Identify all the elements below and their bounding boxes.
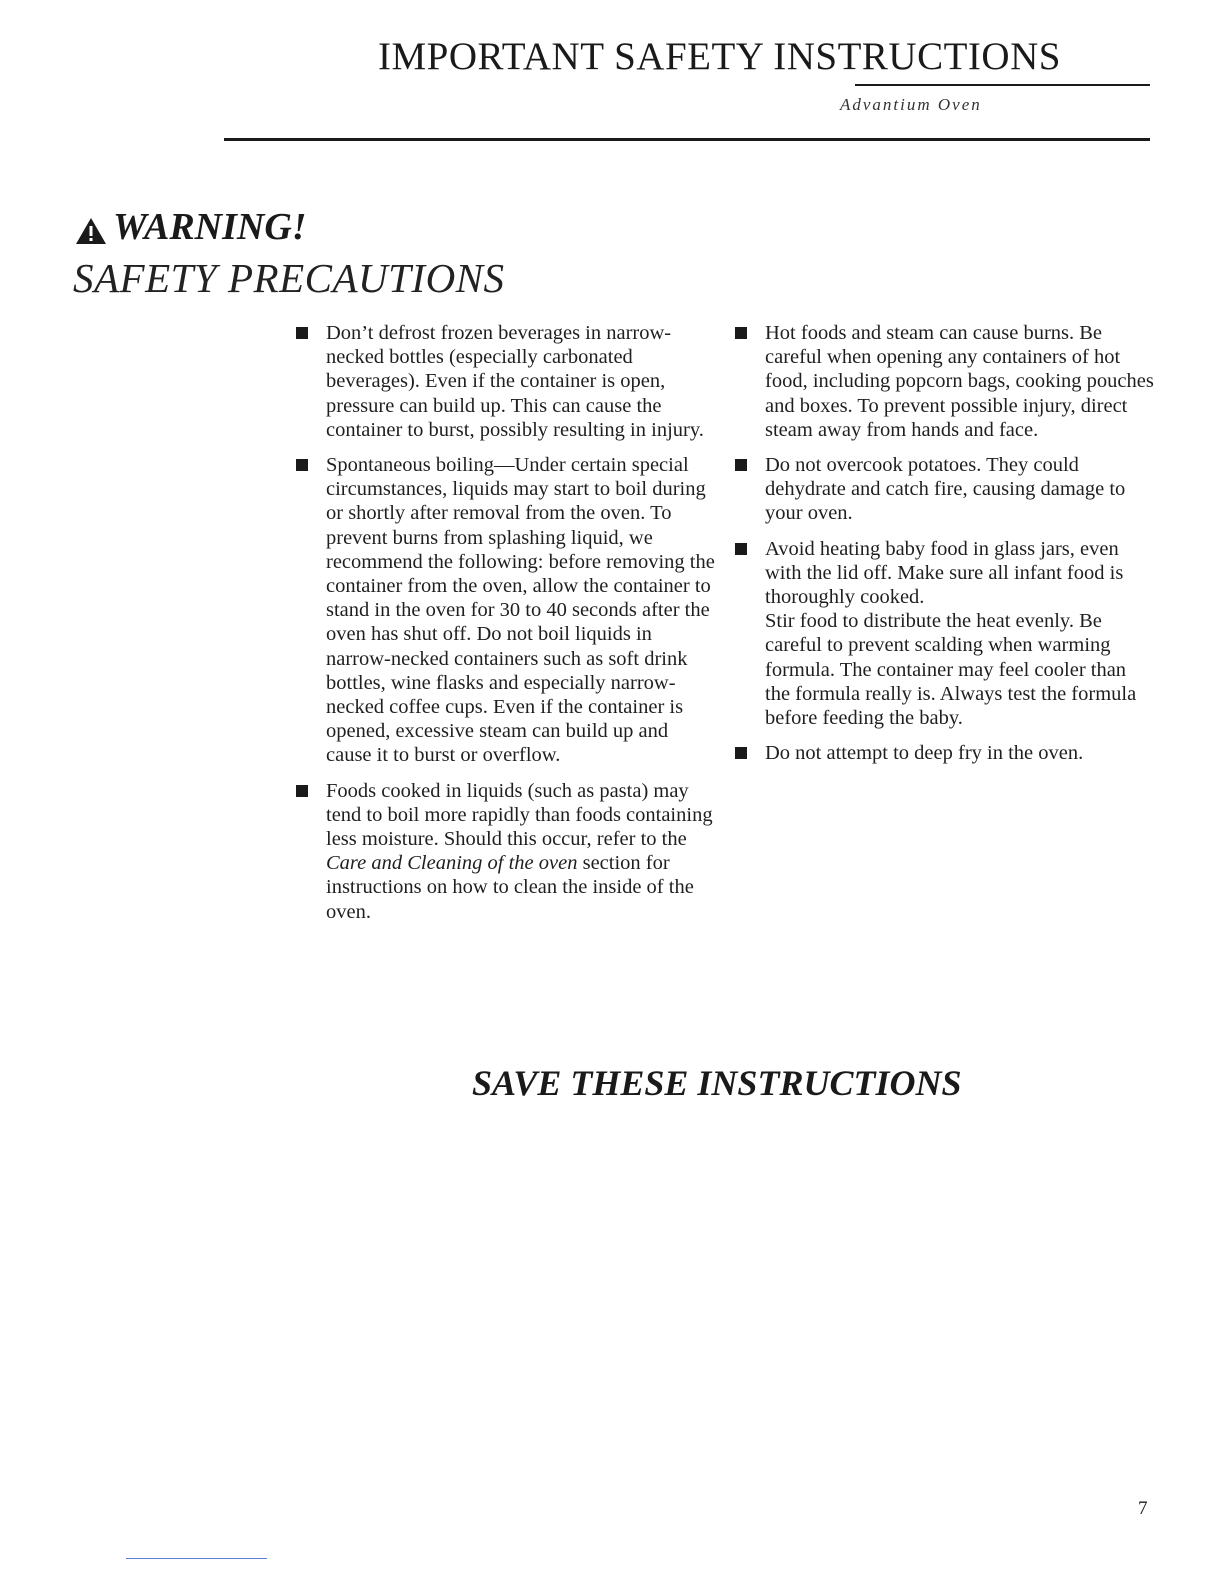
save-instructions-heading: SAVE THESE INSTRUCTIONS [472, 1063, 962, 1103]
bullet-square-icon [735, 543, 747, 555]
left-precautions-list [296, 321, 716, 935]
product-subtitle: Advantium Oven [840, 95, 982, 114]
warning-heading [75, 205, 307, 249]
right-precautions-list [735, 321, 1155, 776]
list-item [296, 453, 716, 768]
footer-link-underline [126, 1558, 267, 1559]
list-item-text: Avoid heating baby food in glass jars, even with the lid off. Make sure all infant food is thoroughly cooked. Stir food to distribute the heat evenly. Be careful to prevent scalding when warming formula. The container may feel cooler than the formula really is. Always test the formula before feeding the baby. [765, 537, 1137, 730]
list-item-text: Foods cooked in liquids (such as pasta) may tend to boil more rapidly than foods containing less moisture. Should this occur, refer to the Care and Cleaning of the oven section for instructions on how to clean the inside of the oven. [326, 779, 713, 923]
list-item [296, 321, 716, 442]
list-item-text: Spontaneous boiling—Under certain special circumstances, liquids may start to boil during or shortly after removal from the oven. To prevent burns from splashing liquid, we recommend the following: before removing the container from the oven, allow the container to stand in the oven for 30 to 40 seconds after the oven has shut off. Do not boil liquids in narrow-necked containers such as soft drink bottles, wine flasks and especially narrow-necked coffee cups. Even if the container is opened, excessive steam can build up and cause it to burst or overflow. [326, 454, 715, 767]
bullet-square-icon [735, 747, 747, 759]
bullet-square-icon [735, 327, 747, 339]
bullet-square-icon [296, 459, 308, 471]
list-item-text: Don’t defrost frozen beverages in narrow-necked bottles (especially carbonated beverages). Even if the container is open, pressure can build up. This can cause the container to burst, possibly resulting in injury. [326, 322, 704, 441]
list-item [735, 537, 1155, 731]
header-divider [224, 138, 1150, 141]
warning-triangle-icon [75, 217, 107, 245]
list-item-text: Hot foods and steam can cause burns. Be careful when opening any containers of hot food, including popcorn bags, cooking pouches and boxes. To prevent possible injury, direct steam away from hands and face. [765, 322, 1154, 441]
list-item [735, 741, 1155, 765]
bullet-square-icon [296, 785, 308, 797]
bullet-square-icon [735, 459, 747, 471]
bullet-square-icon [296, 327, 308, 339]
list-item [735, 321, 1155, 442]
page-number: 7 [1138, 1498, 1148, 1519]
section-heading: SAFETY PRECAUTIONS [73, 255, 505, 301]
list-item-text: Do not overcook potatoes. They could dehydrate and catch fire, causing damage to your oven. [765, 454, 1126, 525]
list-item [735, 453, 1155, 526]
list-item [296, 779, 716, 924]
warning-label: WARNING! [113, 206, 307, 248]
list-item-text: Do not attempt to deep fry in the oven. [765, 742, 1084, 765]
header-divider-short [855, 84, 1150, 86]
page-title: IMPORTANT SAFETY INSTRUCTIONS [378, 35, 1061, 78]
